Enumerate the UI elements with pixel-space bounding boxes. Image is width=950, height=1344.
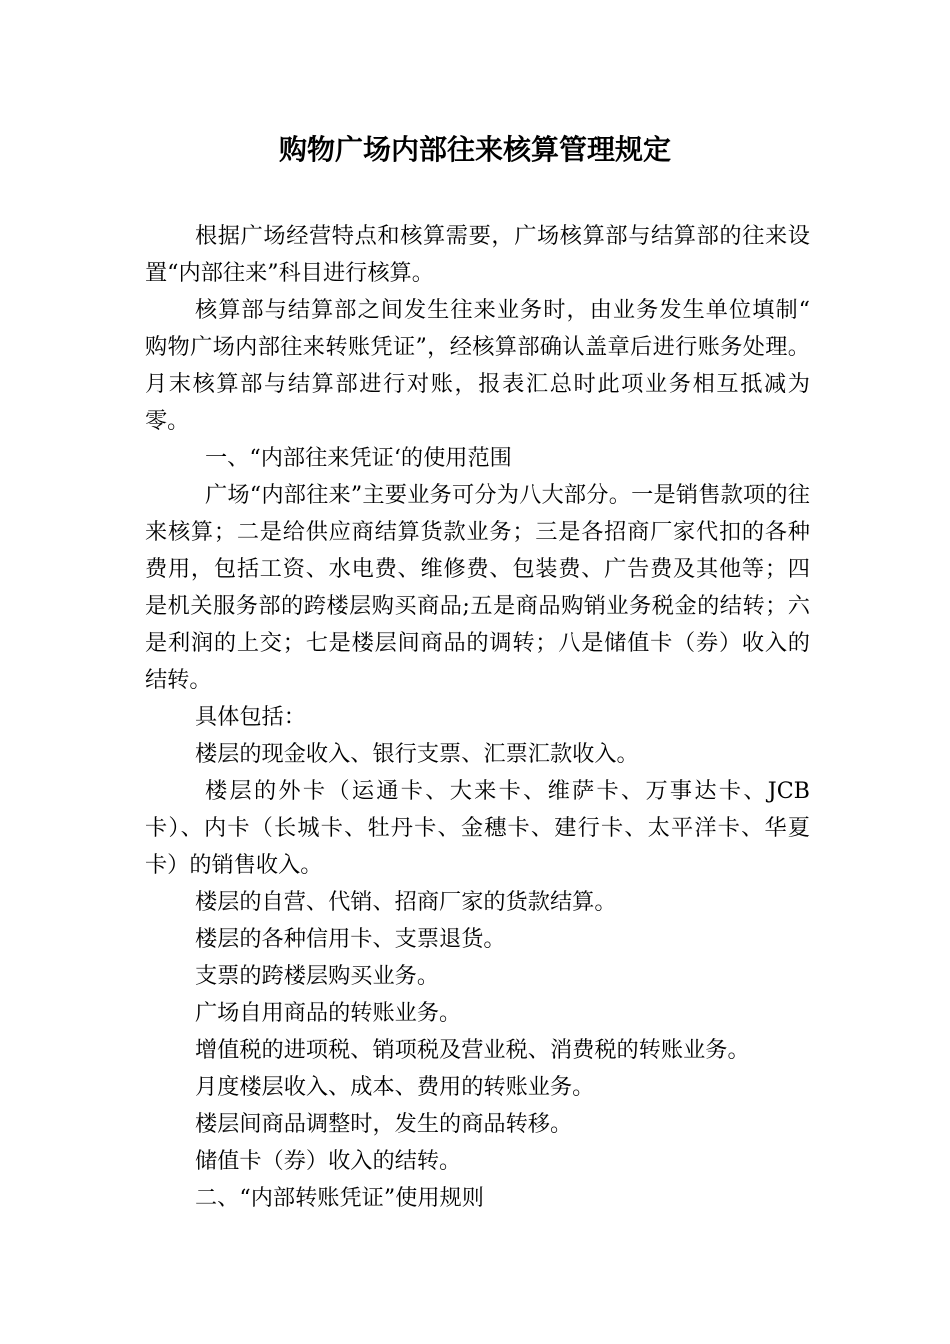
section-heading-2: 二、“内部转账凭证”使用规则: [195, 1185, 484, 1211]
paragraph-procedure: 核算部与结算部之间发生往来业务时，由业务发生单位填制“ 购物广场内部往来转账凭证”，经核算部确认盖章后进行账务处理。月末核算部与结算部进行对账，报表汇总时此项业务相互抵减为零。: [145, 297, 810, 434]
list-item: 月度楼层收入、成本、费用的转账业务。: [195, 1074, 595, 1100]
document-body: [145, 218, 810, 1217]
list-item: 增值税的进项税、销项税及营业税、消费税的转账业务。: [195, 1037, 750, 1063]
list-item: 楼层的外卡（运通卡、大来卡、维萨卡、万事达卡、JCB卡）、内卡（长城卡、牡丹卡、金穗卡、建行卡、太平洋卡、华夏卡）的销售收入。: [145, 778, 810, 878]
paragraph-intro: 根据广场经营特点和核算需要，广场核算部与结算部的往来设置“内部往来”科目进行核算。: [145, 223, 810, 286]
list-item: 储值卡（券）收入的结转。: [195, 1148, 462, 1174]
paragraph-scope: 广场“内部往来”主要业务可分为八大部分。一是销售款项的往来核算；二是给供应商结算货款业务；三是各招商厂家代扣的各种费用，包括工资、水电费、维修费、包装费、广告费及其他等；四是机关服务部的跨楼层购买商品;五是商品购销业务税金的结转；六是利润的上交；七是楼层间商品的调转；八是储值卡（券）收入的结转。: [145, 482, 810, 693]
section-heading-1: 一、“内部往来凭证‘的使用范围: [205, 445, 512, 471]
list-item: 广场自用商品的转账业务。: [195, 1000, 462, 1026]
paragraph-details-label: 具体包括：: [195, 704, 306, 730]
list-item: 楼层的现金收入、银行支票、汇票汇款收入。: [195, 741, 639, 767]
document-title: 购物广场内部往来核算管理规定: [278, 133, 671, 166]
list-item: 支票的跨楼层购买业务。: [195, 963, 440, 989]
list-item: 楼层的自营、代销、招商厂家的货款结算。: [195, 889, 617, 915]
list-item: 楼层间商品调整时，发生的商品转移。: [195, 1111, 573, 1137]
list-item: 楼层的各种信用卡、支票退货。: [195, 926, 506, 952]
